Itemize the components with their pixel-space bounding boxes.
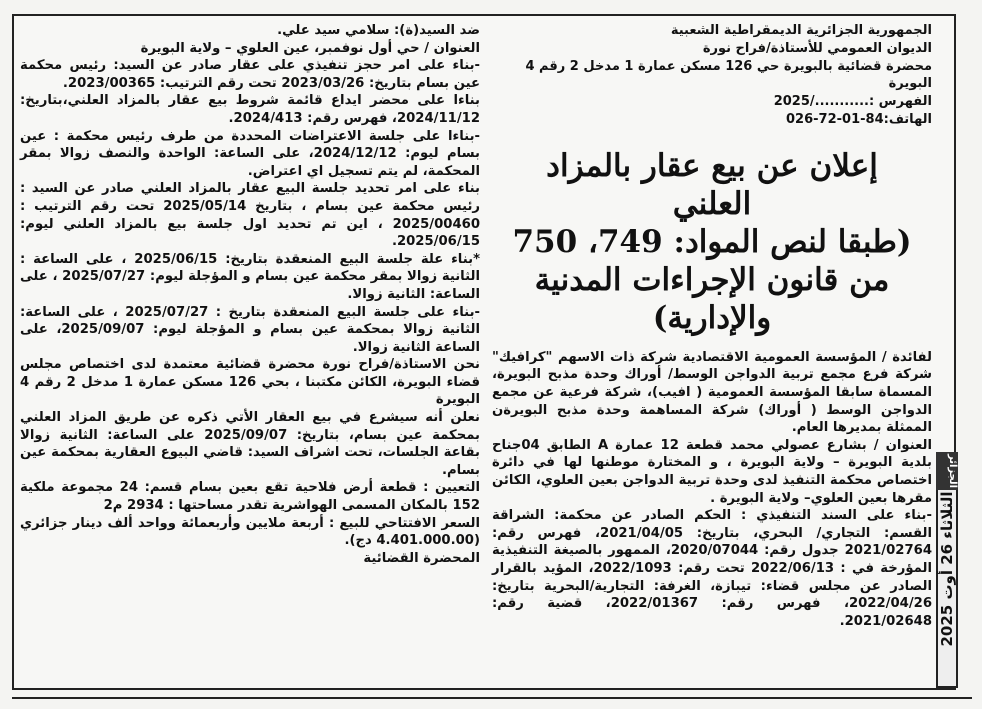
right-paragraph: -بناء على السند التنفيذي : الحكم الصادر عن محكمة: الشراقة القسم: التجاري/ البحري، بتاريخ: 2021/04/05، فهرس رقم: 2021/02764 جدول رقم: 2020/07044، الممهور بالصيغة التنفيذية المؤرخة في : 2022/06/13 تحت رقم: 2022/1093، المؤيد بالقرار الصادر عن مجلس قضاء: تيبازة، الغرفة: التجارية/البحرية بتاريخ: 2022/04/26، فهرس رقم: 2022/01367، قضية رقم: 2021/02648.: [492, 508, 933, 629]
right-paragraph: لفائدة / المؤسسة العمومية الاقتصادية شركة ذات الاسهم "كرافيك" شركة فرع مجمع تربية الدواجن الوسط/ أوراك وحدة مذبح البويرة، المسماة سابقا المؤسسة العمومية ( افيب)، شركة فرعية عن مجمع الدواجن الوسط ( أوراك) شركة المساهمة وحدة مذبح البويرةن الممثلة بمديرها العام.: [492, 349, 932, 436]
left-paragraph: -بناء على جلسة البيع المنعقدة بتاريخ : 2025/07/27 ، على الساعة: الثانية زوالا بمحكمة عين بسام و المؤجلة ليوم: 2025/09/07، على الساعة الثانية زوالا.: [20, 304, 480, 355]
office-header: [492, 22, 932, 129]
header-line-republic: الجمهورية الجزائرية الديمقراطية الشعبية: [670, 23, 932, 38]
title-line-5: والإدارية): [652, 299, 772, 336]
title-line-2: العلني: [672, 185, 752, 222]
left-paragraph: نحن الاستاذة/فراح نورة محضرة قضائية معتمدة لدى اختصاص مجلس قضاء البويرة، الكائن مكتبنا ، بحي 126 مسكن عمارة 1 مدخل 2 رقم 4 البويرة: [20, 357, 480, 408]
newspaper-name: الجزائر: [936, 452, 958, 490]
left-paragraph: -بناءا على جلسة الاعتراضات المحددة من طرف رئيس محكمة : عين بسام ليوم: 2024/12/12، على الساعة: الواحدة والنصف زوالا بمقر المحكمة، لم يتم تسجيل اي اعتراض.: [20, 128, 481, 179]
right-column: [492, 22, 932, 682]
title-line-1: إعلان عن بيع عقار بالمزاد: [546, 147, 878, 184]
header-line-address: محضرة قضائية بالبويرة حي 126 مسكن عمارة 1 مدخل 2 رقم 4 البويرة: [525, 58, 932, 92]
left-paragraph: السعر الافتتاحي للبيع : أربعة ملايين وأربعمائة وواحد ألف دينار جزائري (4.401.000.00 دج).: [20, 515, 480, 549]
page-bottom-rule: [12, 697, 972, 707]
title-line-4: من قانون الإجراءات المدنية: [534, 261, 890, 298]
left-column: [20, 22, 480, 662]
left-paragraph: العنوان / حي أول نوفمبر، عين العلوي – ولاية البويرة: [140, 40, 480, 56]
left-paragraph: *بناء علة جلسة البيع المنعقدة بتاريخ: 2025/06/15 ، على الساعة : الثانية زوالا بمقر محكمة عين بسام و المؤجلة ليوم: 2025/07/27 ، على الساعة: الثانية زوالا.: [20, 251, 480, 302]
left-paragraph: بناء على امر تحديد جلسة البيع عقار بالمزاد العلني صادر عن السيد : رئيس محكمة عين بسام ، بتاريخ 2025/05/14 تحت رقم الترتيب : 2025/00460 ، اين تم تحديد اول جلسة بيع بالمزاد العلني ليوم: 2025/06/15.: [20, 181, 480, 250]
right-paragraph: العنوان / بشارع عصولي محمد قطعة 12 عمارة A الطابق 04جناح بلدية البويرة – ولاية البويرة ، و المختارة موطنها لها في دائرة اختصاص محكمة التنفيذ لدى وحدة تربية الدواجن بعين العلوي، الكائن مقرها بعين العلوي– ولاية البويرة .: [492, 437, 932, 506]
right-body: [492, 349, 932, 631]
left-paragraph: بناءا على محضر ايداع قائمة شروط بيع عقار بالمزاد العلني،بتاريخ: 2024/11/12، فهرس رقم: 2024/413.: [20, 93, 480, 126]
notice-title: [492, 147, 932, 337]
left-paragraph: التعيين : قطعة أرض فلاحية تقع بعين بسام قسم: 24 مجموعة ملكية 152 بالمكان المسمى الهواشرية تقدر مساحتها : 2934 م2: [20, 480, 480, 514]
left-paragraph: ضد السيد(ة): سلامي سيد علي.: [277, 23, 480, 38]
title-line-3: (طبقا لنص المواد: 749، 750: [512, 223, 912, 260]
left-paragraph: نعلن أنه سيشرع في بيع العقار الأتي ذكره عن طريق المزاد العلني بمحكمة عين بسام، بتاريخ: 2025/09/07 على الساعة: الثانية زوالا بقاعة الجلسات، تحت اشراف السيد: قاضي البيوع العقارية بمحكمة عين بسام.: [20, 410, 480, 478]
issue-date: الثلاثاء 26 أوت 2025: [938, 491, 956, 647]
signature: المحضرة القضائية: [363, 550, 480, 566]
header-line-phone: الهاتف:84-01-72-026: [785, 111, 932, 127]
header-line-index: الفهرس :.........../2025: [773, 94, 932, 110]
header-line-office: الديوان العمومي للأستاذة/فراح نورة: [702, 40, 932, 56]
left-paragraph: -بناء على امر حجز تنفيذي على عقار صادر عن السيد: رئيس محكمة عين بسام بتاريخ: 2023/03/26 تحت رقم الترتيب: 2023/00365.: [20, 58, 480, 91]
